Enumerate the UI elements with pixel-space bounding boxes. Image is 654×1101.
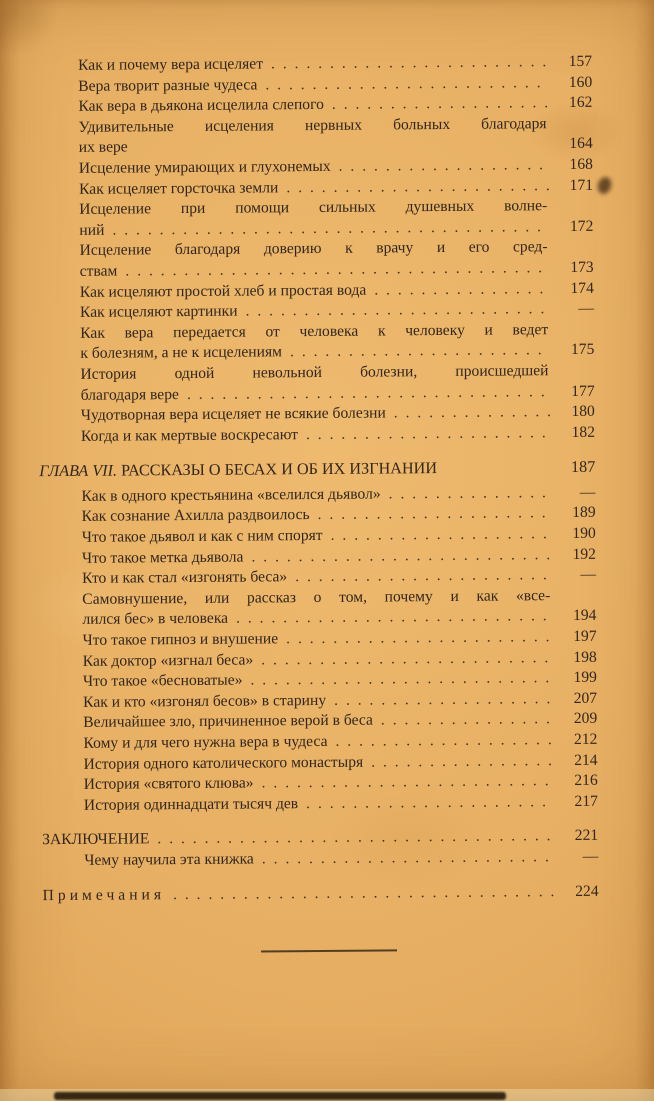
dot-leader [286,176,549,199]
toc-row [38,340,594,365]
entry-title: Чудотворная вера исцеляет не всякие болезни [80,404,386,424]
page-number: 164 [569,135,593,153]
dot-leader [389,483,552,505]
page-number: 192 [572,545,597,563]
toc-row [40,565,596,590]
page-number: 160 [568,73,593,91]
toc-row [36,114,592,139]
entry-title: ЗАКЛЮЧЕНИЕ [42,830,150,849]
page-number: 221 [574,827,599,845]
dot-leader [306,792,554,815]
dot-leader [236,607,553,630]
page-number: 224 [575,882,599,900]
entry-title: История одной невольной болезни, происшедшей [80,362,549,383]
page-number: 190 [572,524,596,543]
spacer [437,472,555,473]
chapter-title-text: РАССКАЗЫ О БЕСАХ И ОБ ИХ ИЗГНАНИИ [116,459,438,480]
entry-title: Как в одного крестьянина «вселился дьявол» [81,485,381,505]
dot-leader [371,751,554,773]
page-number: 217 [574,792,598,810]
page-number: 162 [568,94,593,112]
entry-title: их вере [78,138,128,157]
page-number: 177 [571,382,595,400]
entry-title: Как сознание Ахилла раздвоилось [81,506,310,526]
dot-leader [271,52,548,75]
dot-leader [374,279,550,301]
entry-title: Кому и для чего нужна вера в чудеса [83,732,328,752]
page-number: 157 [568,52,593,70]
page-number: 209 [573,710,598,728]
dot-leader [265,73,548,96]
entry-title: Что такое дьявол и как с ним спорят [81,527,323,546]
page-number: 207 [573,689,598,707]
entry-title: История одиннадцати тысяч дев [83,794,299,814]
page-number: — [582,847,599,865]
toc-rows [36,52,599,906]
entry-title: Как и кто «изгонял бесов» в старину [83,691,327,711]
page-number: 197 [573,627,597,646]
entry-title: Величайшее зло, причиненное верой в беса [83,711,373,732]
table-of-contents [36,52,599,954]
dot-leader [306,423,551,446]
entry-title: Что такое «бесноватые» [82,671,243,691]
dot-leader [251,545,552,568]
page-number: 175 [570,341,595,359]
entry-title: Самовнушение, или рассказ о том, почему и как «все- [82,587,551,608]
dot-leader [286,627,553,650]
toc-row [39,422,595,447]
dot-leader [261,771,553,794]
chapter-number-label: ГЛАВА VII. [39,461,118,481]
page-number: 214 [574,751,598,769]
entry-title: Примечания [42,885,166,904]
dot-leader [261,648,553,671]
dot-leader [173,882,555,906]
entry-title: ствам [79,262,118,280]
entry-title: Что такое метка дьявола [81,548,244,567]
page-number: — [579,483,596,501]
ink-smudge-artifact [596,175,614,195]
page-number: 173 [570,258,594,276]
entry-title: Исцеление при помощи сильных душевных волне- [79,197,548,219]
toc-row [42,847,598,872]
toc-row [43,881,599,906]
toc-row [37,175,593,200]
page-number: — [578,299,595,318]
toc-row [38,299,594,324]
toc-row [36,93,592,118]
dot-leader [295,565,552,588]
entry-title: Что такое гипноз и внушение [82,630,279,649]
page-number: — [580,566,597,584]
toc-chapter-row [39,457,595,482]
entry-title: Как исцеляют картинки [79,302,238,321]
page-number: 216 [574,771,598,790]
entry-title: лился бес» в человека [82,610,229,629]
entry-title: Как и почему вера исцеляет [78,55,264,74]
entry-title: История «святого клюва» [83,774,254,794]
dot-leader [335,730,553,752]
page-number: 212 [573,730,598,748]
entry-title: Вера творит разные чудеса [78,76,258,95]
entry-title: Чему научила эта книжка [84,850,254,869]
page-number: 189 [572,504,596,522]
entry-title: Как вера передается от человека к человеку и ведет [80,320,549,342]
page-number: 180 [571,402,595,421]
entry-title: Удивительные исцеления нервных больных благодаря [78,114,547,136]
dot-leader [250,668,553,691]
page-number: 171 [569,176,594,194]
entry-title: Как доктор «изгнал беса» [82,651,254,670]
dot-leader [262,847,555,870]
dot-leader [331,524,552,546]
entry-title: ний [79,221,105,239]
entry-title: Когда и как мертвые воскресают [80,425,299,445]
entry-title: Как исцеляет горсточка земли [78,178,279,198]
toc-row [37,217,593,242]
dot-leader [394,402,551,424]
toc-row [42,792,598,817]
dot-leader [332,93,549,115]
page-number: 182 [571,423,596,441]
page-number: 198 [573,648,597,666]
entry-title: Как вера в дьякона исцелила слепого [78,96,324,116]
entry-title: Кто и как стал «изгонять беса» [82,568,288,588]
page-edge-shadow-artifact [54,1092,506,1100]
dot-leader [339,155,549,177]
entry-title: благодаря вере [80,385,179,404]
spacer [128,149,553,152]
dot-leader [112,217,549,241]
dot-leader [290,340,550,363]
section-divider-rule [261,950,397,953]
page-number: 187 [570,458,596,477]
page-number: 168 [569,155,593,173]
entry-title: к болезням, а не к исцелениям [80,343,283,363]
dot-leader [318,504,552,526]
page-number: 172 [569,217,594,235]
dot-leader [334,689,553,711]
entry-title: Как исцеляют простой хлеб и простая вода [79,281,367,301]
page-number: 174 [570,279,594,297]
entry-title: Исцеление умирающих и глухонемых [78,157,331,177]
dot-leader [381,710,554,732]
page-number: 199 [573,669,597,687]
entry-title: Исцеление благодаря доверию к врачу и его сред- [79,238,548,260]
dot-leader [187,382,551,405]
entry-title [39,458,437,482]
page-number: 194 [572,607,597,625]
entry-title: История одного католического монастыря [83,753,364,773]
dot-leader [245,299,550,322]
